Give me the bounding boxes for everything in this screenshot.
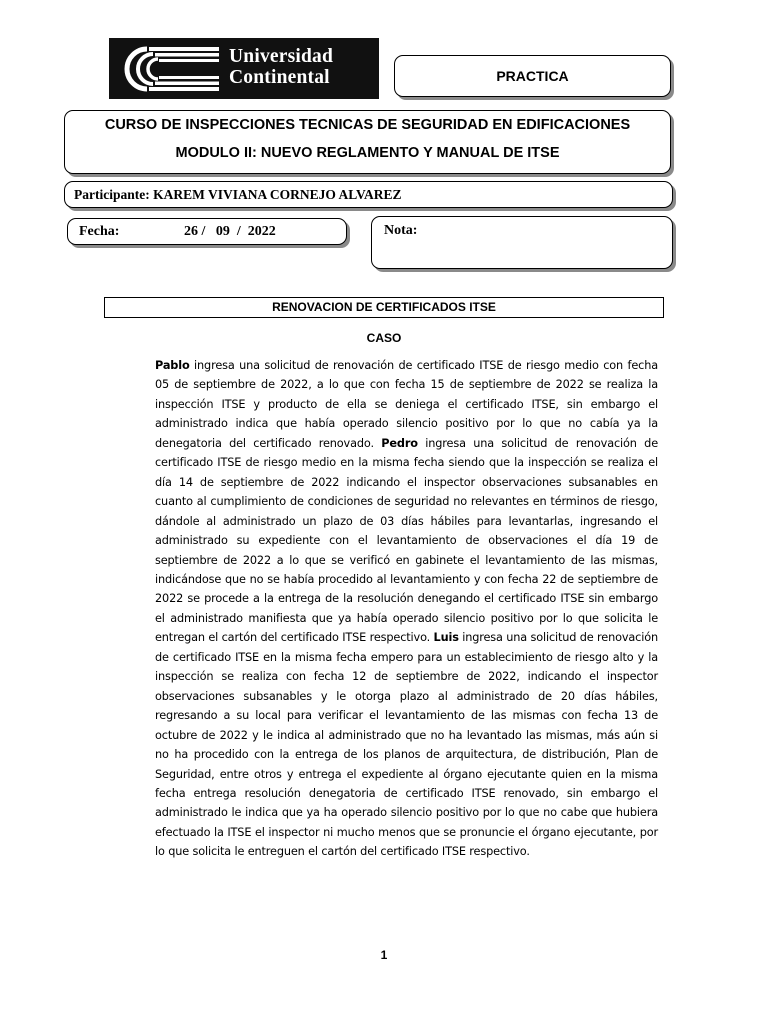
date-value: 26 / 09 / 2022 <box>184 224 276 239</box>
participant-text: Participante: KAREM VIVIANA CORNEJO ALVAREZ <box>74 187 402 202</box>
case-body-text <box>155 356 658 862</box>
course-title: CURSO DE INSPECCIONES TECNICAS DE SEGURIDAD EN EDIFICACIONES <box>104 117 631 133</box>
logo-wordmark <box>229 46 333 88</box>
grade-label: Nota: <box>384 223 418 238</box>
logo-line-2: Continental <box>229 67 330 88</box>
case-text-part-2: ingresa una solicitud de renovación de certificado ITSE de riesgo medio en la misma fecha siendo que la inspección se realiza el día 14 de septiembre de 2022 indicando el inspector observaciones subsanables en cuanto al cumplimiento de condiciones de seguridad no relevantes en términos de riesgo, dándole al administrado un plazo de 03 días hábiles para levantarlas, ingresando el administrado su expediente con el levantamiento de observaciones el día 19 de septiembre de 2022 a lo que se verificó en gabinete el levantamiento de las mismas, indicándose que no se había procedido al levantamiento y con fecha 22 de septiembre de 2022 se procede a la entrega de la resolución denegando el certificado ITSE sin embargo el administrado manifiesta que ya había operado silencio positivo por lo que solicita le entregan el cartón del certificado ITSE respectivo. <box>155 436 658 645</box>
university-logo <box>109 38 379 99</box>
person-name-luis: Luis <box>433 631 459 645</box>
person-name-pablo: Pablo <box>155 359 190 372</box>
person-name-pedro: Pedro <box>381 436 418 450</box>
date-label: Fecha: <box>79 224 120 239</box>
course-header-box <box>64 110 671 174</box>
date-field <box>67 218 347 245</box>
section-title: RENOVACION DE CERTIFICADOS ITSE <box>104 297 664 318</box>
case-heading: CASO <box>366 331 402 345</box>
practica-box <box>394 55 671 97</box>
continental-c-logo-icon <box>117 44 221 94</box>
page-number: 1 <box>380 948 388 962</box>
logo-line-1: Universidad <box>229 46 334 67</box>
participant-field <box>64 181 673 208</box>
case-text-part-1: ingresa una solicitud de renovación de certificado ITSE de riesgo medio con fecha 05 de septiembre de 2022, a lo que con fecha 15 de septiembre de 2022 se realiza la inspección ITSE y producto de ella se deniega el certificado ITSE, sin embargo el administrado indica que había operado silencio positivo por lo que no cabía ya la denegatoria del certificado renovado. <box>155 359 658 450</box>
case-text-part-3: ingresa una solicitud de renovación de certificado ITSE en la misma fecha empero para un establecimiento de riesgo alto y la inspección se realiza con fecha 12 de septiembre de 2022, indicando el inspector observaciones subsanables y le otorga plazo al administrado de 20 días hábiles, regresando a su local para verificar el levantamiento de las mismas con fecha 13 de octubre de 2022 y le indica al administrado que no ha levantado las mismas, más aún si no ha procedido con la entrega de los planos de arquitectura, de distribución, Plan de Seguridad, entre otros y entrega el expediente al órgano ejecutante quien en la misma fecha entrega resolución denegatoria de certificado ITSE renovado, sin embargo el administrado le indica que ya ha operado silencio positivo por lo que no cabe que hubiera efectuado la ITSE el inspector ni mucho menos que se pronuncie el órgano ejecutante, por lo que solicita le entreguen el cartón del certificado ITSE respectivo. <box>155 631 658 859</box>
module-title: MODULO II: NUEVO REGLAMENTO Y MANUAL DE ITSE <box>175 145 560 161</box>
grade-field <box>371 216 673 269</box>
practica-label: PRACTICA <box>496 68 569 84</box>
